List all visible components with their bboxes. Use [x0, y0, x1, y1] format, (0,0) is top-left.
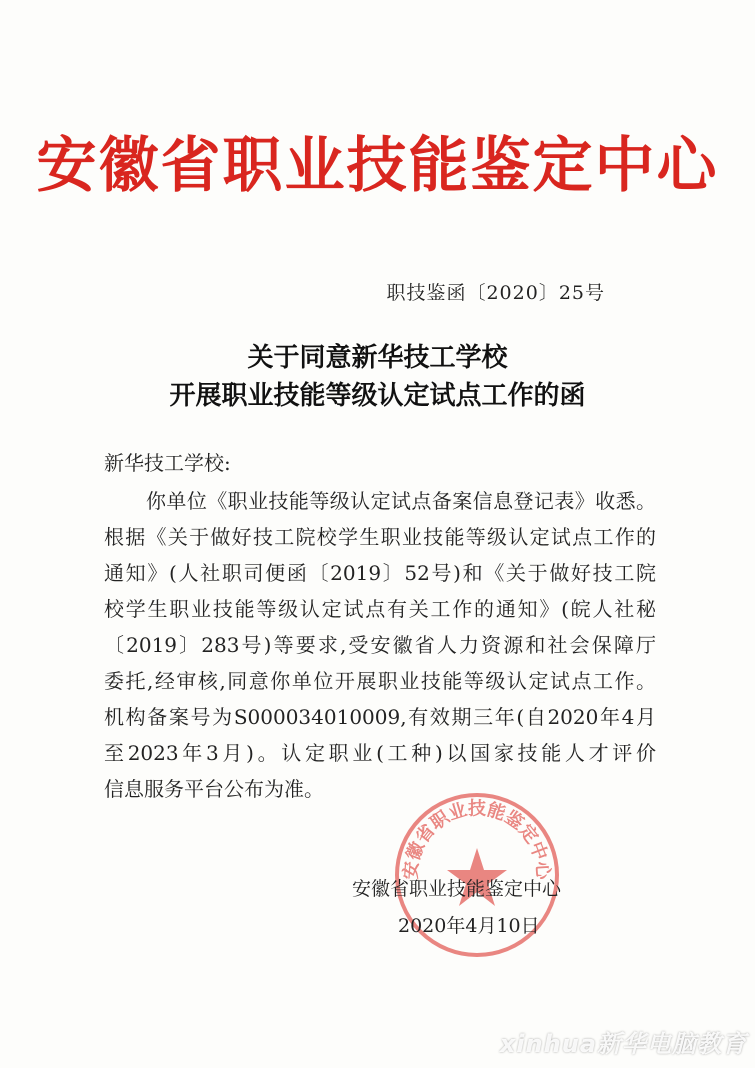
- signature-date: 2020年4月10日: [398, 915, 540, 937]
- body-line: 至2023年3月)。认定职业(工种)以国家技能人才评价: [104, 741, 656, 765]
- document-number: 职技鉴函〔2020〕25号: [386, 282, 605, 304]
- body-line: 你单位《职业技能等级认定试点备案信息登记表》收悉。: [146, 489, 656, 513]
- body-line: 机构备案号为S000034010009,有效期三年(自2020年4月: [104, 705, 656, 729]
- body-line: 信息服务平台公布为准。: [104, 777, 324, 801]
- body-line: 校学生职业技能等级认定试点有关工作的通知》(皖人社秘: [104, 597, 656, 621]
- body-line: 根据《关于做好技工院校学生职业技能等级认定试点工作的: [104, 525, 656, 549]
- signature-org: 安徽省职业技能鉴定中心: [352, 878, 562, 900]
- letterhead-org-name: 安徽省职业技能鉴定中心: [36, 131, 719, 201]
- document-title-line-1: 关于同意新华技工学校: [247, 343, 508, 373]
- watermark-logo: xinhua新华电脑教育: [499, 1030, 747, 1058]
- document-title-line-2: 开展职业技能等级认定试点工作的函: [169, 381, 586, 411]
- body-line: 〔2019〕283号)等要求,受安徽省人力资源和社会保障厅: [104, 633, 656, 657]
- seal-text: 安徽省职业技能鉴定中心: [400, 798, 554, 881]
- body-line: 委托,经审核,同意你单位开展职业技能等级认定试点工作。: [104, 669, 656, 693]
- salutation: 新华技工学校:: [104, 451, 231, 475]
- body-line: 通知》(人社职司便函〔2019〕52号)和《关于做好技工院: [104, 561, 656, 585]
